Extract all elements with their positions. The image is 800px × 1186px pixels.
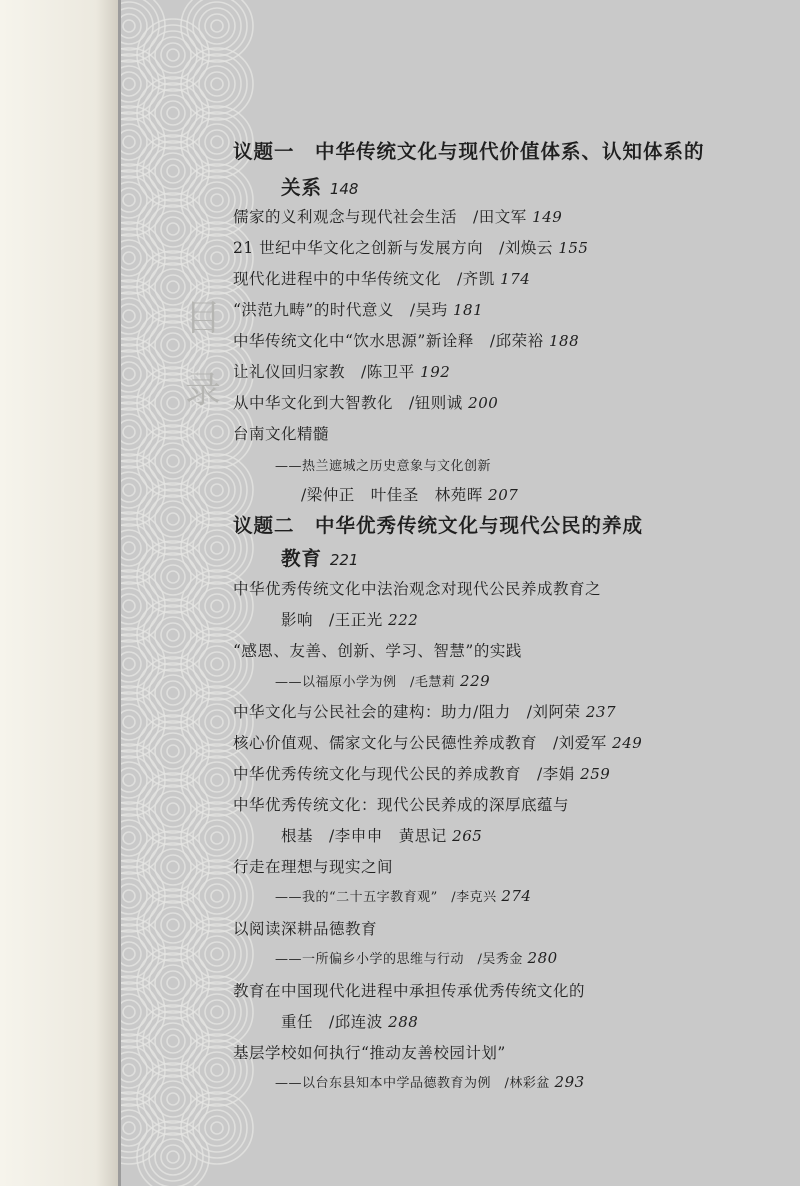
toc-entry: 从中华文化到大智教化 /钮则诚 200 xyxy=(233,394,499,412)
side-title-char: 目 xyxy=(184,298,221,339)
toc-entry: 影响 /王正光 222 xyxy=(281,611,419,629)
toc-entry: /梁仲正 叶佳圣 林苑晖 207 xyxy=(301,486,519,504)
toc-entry: 让礼仪回归家教 /陈卫平 192 xyxy=(233,363,451,381)
toc-subtitle: ——一所偏乡小学的思维与行动 /吴秀金 280 xyxy=(275,949,558,967)
toc-entry: 中华优秀传统文化中法治观念对现代公民养成教育之 xyxy=(233,580,602,598)
toc-entry: 根基 /李申申 黄思记 265 xyxy=(281,827,483,845)
toc-entry: 21 世纪中华文化之创新与发展方向 /刘焕云 155 xyxy=(233,239,589,257)
toc-subtitle: ——以福原小学为例 /毛慧莉 229 xyxy=(275,672,491,690)
toc-entry: “洪范九畴”的时代意义 /吴玙 181 xyxy=(233,301,484,319)
toc-entry: 中华优秀传统文化与现代公民的养成教育 /李娟 259 xyxy=(233,765,611,783)
toc-entry: 基层学校如何执行“推动友善校园计划” xyxy=(233,1044,506,1062)
toc-entry: 台南文化精髓 xyxy=(233,425,330,443)
toc-entry: 以阅读深耕品德教育 xyxy=(233,920,378,938)
toc-section-heading: 议题一 中华传统文化与现代价值体系、认知体系的 xyxy=(233,140,705,163)
toc-section-heading: 教育 221 xyxy=(281,547,359,570)
toc-entry: 核心价值观、儒家文化与公民德性养成教育 /刘爱军 249 xyxy=(233,734,643,752)
toc-section-heading: 关系 148 xyxy=(281,176,359,199)
toc-entry: 现代化进程中的中华传统文化 /齐凯 174 xyxy=(233,270,531,288)
toc-entry: 重任 /邱连波 288 xyxy=(281,1013,419,1031)
toc-subtitle: ——我的“二十五字教育观” /李克兴 274 xyxy=(275,887,532,905)
toc-entry: 中华文化与公民社会的建构：助力/阻力 /刘阿荣 237 xyxy=(233,703,617,721)
toc-subtitle: ——热兰遮城之历史意象与文化创新 xyxy=(275,459,492,474)
toc-entry: “感恩、友善、创新、学习、智慧”的实践 xyxy=(233,642,522,660)
toc-entry: 教育在中国现代化进程中承担传承优秀传统文化的 xyxy=(233,982,586,1000)
toc-entry: 中华传统文化中“饮水思源”新诠释 /邱荣裕 188 xyxy=(233,332,580,350)
side-title-char: 录 xyxy=(184,370,221,411)
toc-entry: 儒家的义利观念与现代社会生活 /田文军 149 xyxy=(233,208,563,226)
toc-section-heading: 议题二 中华优秀传统文化与现代公民的养成 xyxy=(233,514,644,537)
toc-entry: 行走在理想与现实之间 xyxy=(233,858,394,876)
toc-entry: 中华优秀传统文化：现代公民养成的深厚底蕴与 xyxy=(233,796,570,814)
toc-subtitle: ——以台东县知本中学品德教育为例 /林彩盆 293 xyxy=(275,1073,585,1091)
